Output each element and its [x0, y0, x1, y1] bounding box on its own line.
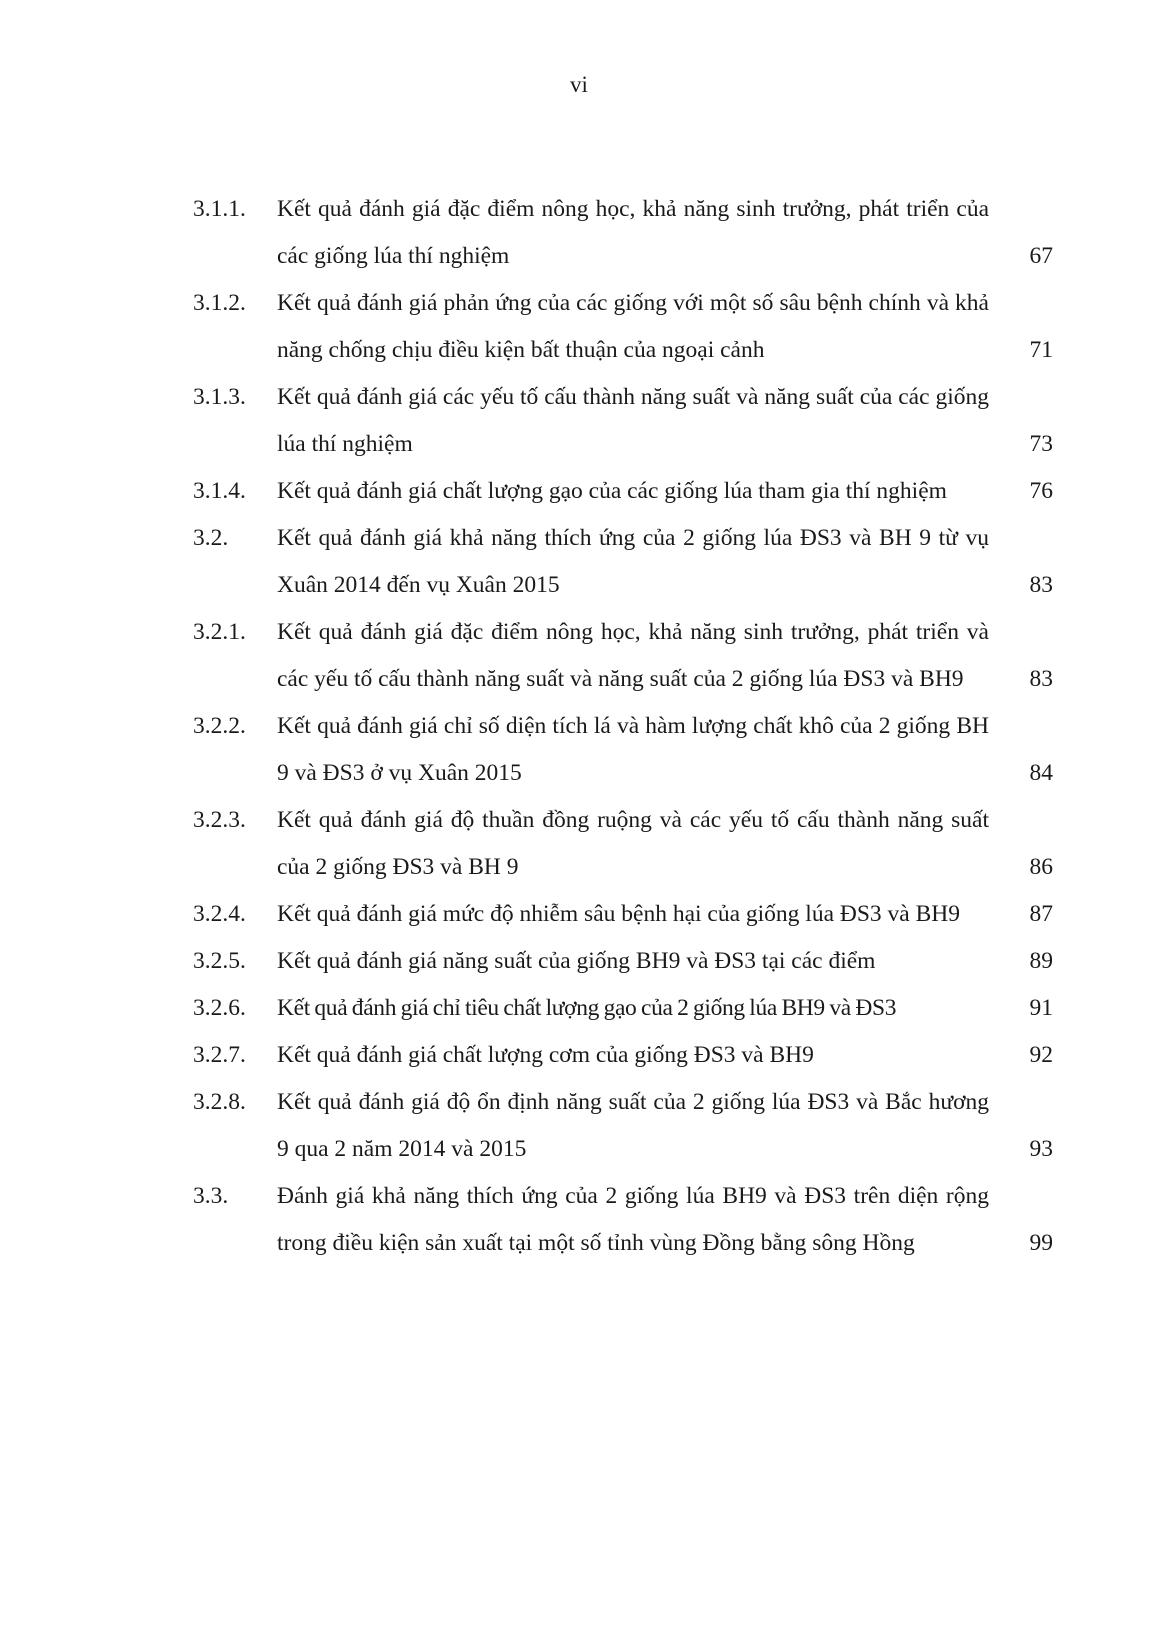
toc-entry-title: Kết quả đánh giá đặc điểm nông học, khả năng sinh trưởng, phát triển và các yếu tố cấu thành năng suất và năng suất của 2 giống lúa ĐS3 và BH9	[277, 619, 989, 692]
toc-entry-page: 92	[1029, 1042, 1053, 1068]
toc-entry-page: 73	[1029, 431, 1053, 457]
toc-entry-3-2-5[interactable]	[193, 938, 1053, 985]
toc-entry-number: 3.3.	[193, 1183, 229, 1209]
toc-entry-page: 91	[1029, 995, 1053, 1021]
page-number: vi	[570, 72, 588, 97]
toc-entry-title: Kết quả đánh giá chất lượng gạo của các giống lúa tham gia thí nghiệm	[277, 478, 947, 504]
toc-entry-title: Kết quả đánh giá phản ứng của các giống với một số sâu bệnh chính và khả năng chống chịu điều kiện bất thuận của ngoại cảnh	[277, 290, 989, 363]
toc-entry-page: 67	[1029, 243, 1053, 269]
toc-entry-number: 3.1.3.	[193, 384, 246, 410]
toc-entry-page: 84	[1029, 760, 1053, 786]
toc-entry-number: 3.1.1.	[193, 196, 246, 222]
toc-entry-title: Kết quả đánh giá độ ổn định năng suất của 2 giống lúa ĐS3 và Bắc hương 9 qua 2 năm 2014 và 2015	[277, 1089, 989, 1162]
toc-entry-3-2[interactable]	[193, 515, 1053, 609]
toc-entry-3-3[interactable]	[193, 1173, 1053, 1267]
table-of-contents	[193, 186, 1053, 1267]
toc-entry-page: 76	[1029, 478, 1053, 504]
toc-entry-title: Kết quả đánh giá năng suất của giống BH9 và ĐS3 tại các điểm	[277, 948, 876, 974]
toc-entry-title: Kết quả đánh giá đặc điểm nông học, khả năng sinh trưởng, phát triển của các giống lúa thí nghiệm	[277, 196, 989, 269]
toc-entry-3-2-4[interactable]	[193, 891, 1053, 938]
toc-entry-page: 87	[1029, 901, 1053, 927]
toc-entry-title: Kết quả đánh giá các yếu tố cấu thành năng suất và năng suất của các giống lúa thí nghiệm	[277, 384, 989, 457]
toc-entry-title: Kết quả đánh giá khả năng thích ứng của 2 giống lúa ĐS3 và BH 9 từ vụ Xuân 2014 đến vụ Xuân 2015	[277, 525, 989, 598]
toc-entry-page: 83	[1029, 666, 1053, 692]
toc-entry-number: 3.1.4.	[193, 478, 246, 504]
toc-entry-title: Kết quả đánh giá chỉ tiêu chất lượng gạo của 2 giống lúa BH9 và ĐS3	[277, 995, 897, 1021]
toc-entry-3-2-1[interactable]	[193, 609, 1053, 703]
toc-entry-number: 3.2.6.	[193, 995, 246, 1021]
toc-entry-title: Kết quả đánh giá mức độ nhiễm sâu bệnh hại của giống lúa ĐS3 và BH9	[277, 901, 960, 927]
toc-entry-page: 93	[1029, 1136, 1053, 1162]
toc-entry-title: Kết quả đánh giá chất lượng cơm của giống ĐS3 và BH9	[277, 1042, 814, 1068]
toc-entry-page: 71	[1029, 337, 1053, 363]
toc-entry-title: Đánh giá khả năng thích ứng của 2 giống lúa BH9 và ĐS3 trên diện rộng trong điều kiện sản xuất tại một số tỉnh vùng Đồng bằng sông Hồng	[277, 1183, 989, 1256]
toc-entry-page: 89	[1029, 948, 1053, 974]
toc-entry-number: 3.2.	[193, 525, 229, 551]
toc-entry-number: 3.2.7.	[193, 1042, 246, 1068]
toc-entry-number: 3.2.2.	[193, 713, 246, 739]
toc-entry-3-2-7[interactable]	[193, 1032, 1053, 1079]
toc-entry-title: Kết quả đánh giá chỉ số diện tích lá và hàm lượng chất khô của 2 giống BH 9 và ĐS3 ở vụ Xuân 2015	[277, 713, 989, 786]
toc-entry-number: 3.2.1.	[193, 619, 246, 645]
toc-entry-number: 3.2.4.	[193, 901, 246, 927]
toc-entry-3-2-8[interactable]	[193, 1079, 1053, 1173]
toc-entry-3-1-4[interactable]	[193, 468, 1053, 515]
toc-entry-number: 3.2.5.	[193, 948, 246, 974]
toc-entry-number: 3.1.2.	[193, 290, 246, 316]
toc-entry-3-2-2[interactable]	[193, 703, 1053, 797]
toc-entry-page: 99	[1029, 1230, 1053, 1256]
toc-entry-3-2-6[interactable]	[193, 985, 1053, 1032]
toc-entry-3-1-2[interactable]	[193, 280, 1053, 374]
toc-entry-page: 86	[1029, 854, 1053, 880]
toc-entry-title: Kết quả đánh giá độ thuần đồng ruộng và các yếu tố cấu thành năng suất của 2 giống ĐS3 và BH 9	[277, 807, 989, 880]
toc-entry-page: 83	[1029, 572, 1053, 598]
toc-entry-3-1-3[interactable]	[193, 374, 1053, 468]
toc-entry-3-1-1[interactable]	[193, 186, 1053, 280]
toc-entry-number: 3.2.3.	[193, 807, 246, 833]
toc-entry-3-2-3[interactable]	[193, 797, 1053, 891]
toc-entry-number: 3.2.8.	[193, 1089, 246, 1115]
